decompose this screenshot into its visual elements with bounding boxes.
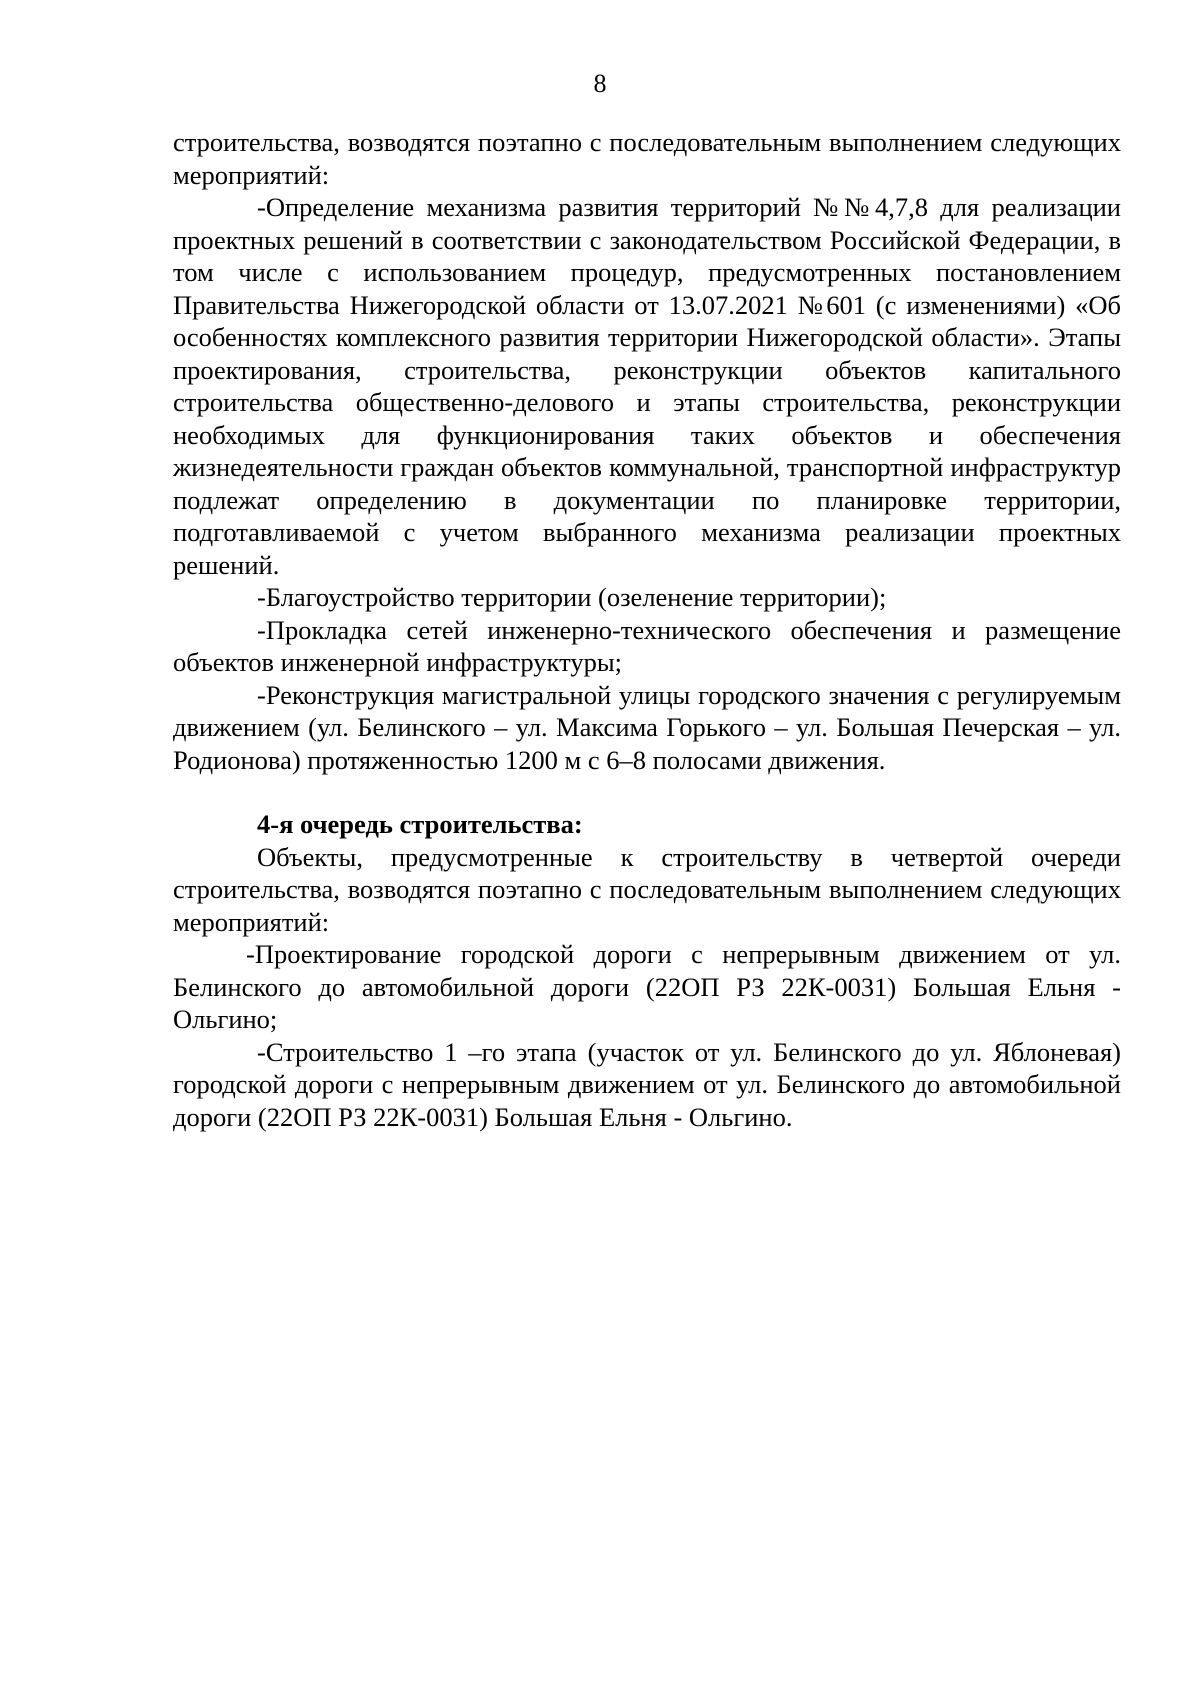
paragraph-utility-networks: -Прокладка сетей инженерно-технического обеспечения и размещение объектов инженерной инфраструктуры; (173, 614, 1121, 677)
paragraph-road-design: -Проектирование городской дороги с непрерывным движением от ул. Белинского до автомобильной дороги (22ОП РЗ 22К-0031) Большая Ельня - Ольгино; (173, 939, 1121, 1034)
paragraph-territory-mechanism: -Определение механизма развития территорий №№4,7,8 для реализации проектных решений в соответствии с законодательством Российской Федерации, в том числе с использованием процедур, предусмотренных постановлением Правительства Нижегородской области от 13.07.2021 №601 (с изменениями) «Об особенностях комплексного развития территории Нижегородской области». Этапы проектирования, строительства, реконструкции объектов капитального строительства общественно-делового и этапы строительства, реконструкции необходимых для функционирования таких объектов и обеспечения жизнедеятельности граждан объектов коммунальной, транспортной инфраструктур подлежат определению в документации по планировке территории, подготавливаемой с учетом выбранного механизма реализации проектных решений. (173, 192, 1121, 580)
paragraph-stage-intro: Объекты, предусмотренные к строительству в четвертой очереди строительства, возводятся поэтапно с последовательным выполнением следующих мероприятий: (173, 841, 1121, 937)
paragraph-road-construction: -Строительство 1 –го этапа (участок от ул. Белинского до ул. Яблоневая) городской дороги с непрерывным движением от ул. Белинского до автомобильной дороги (22ОП РЗ 22К-0031) Большая Ельня - Ольгино. (173, 1036, 1121, 1132)
paragraph-street-reconstruction: -Реконструкция магистральной улицы городского значения с регулируемым движением (ул. Белинского – ул. Максима Горького – ул. Большая Печерская – ул. Родионова) протяженностью 1200 м с 6–8 полосами движения. (173, 679, 1121, 775)
paragraph-continuation: строительства, возводятся поэтапно с последовательным выполнением следующих мероприятий: (173, 127, 1121, 190)
section-heading: 4-я очередь строительства: (257, 809, 583, 839)
document-body (173, 126, 1121, 1133)
page-number: 8 (593, 69, 607, 98)
paragraph-landscaping: -Благоустройство территории (озеленение территории); (257, 582, 887, 612)
